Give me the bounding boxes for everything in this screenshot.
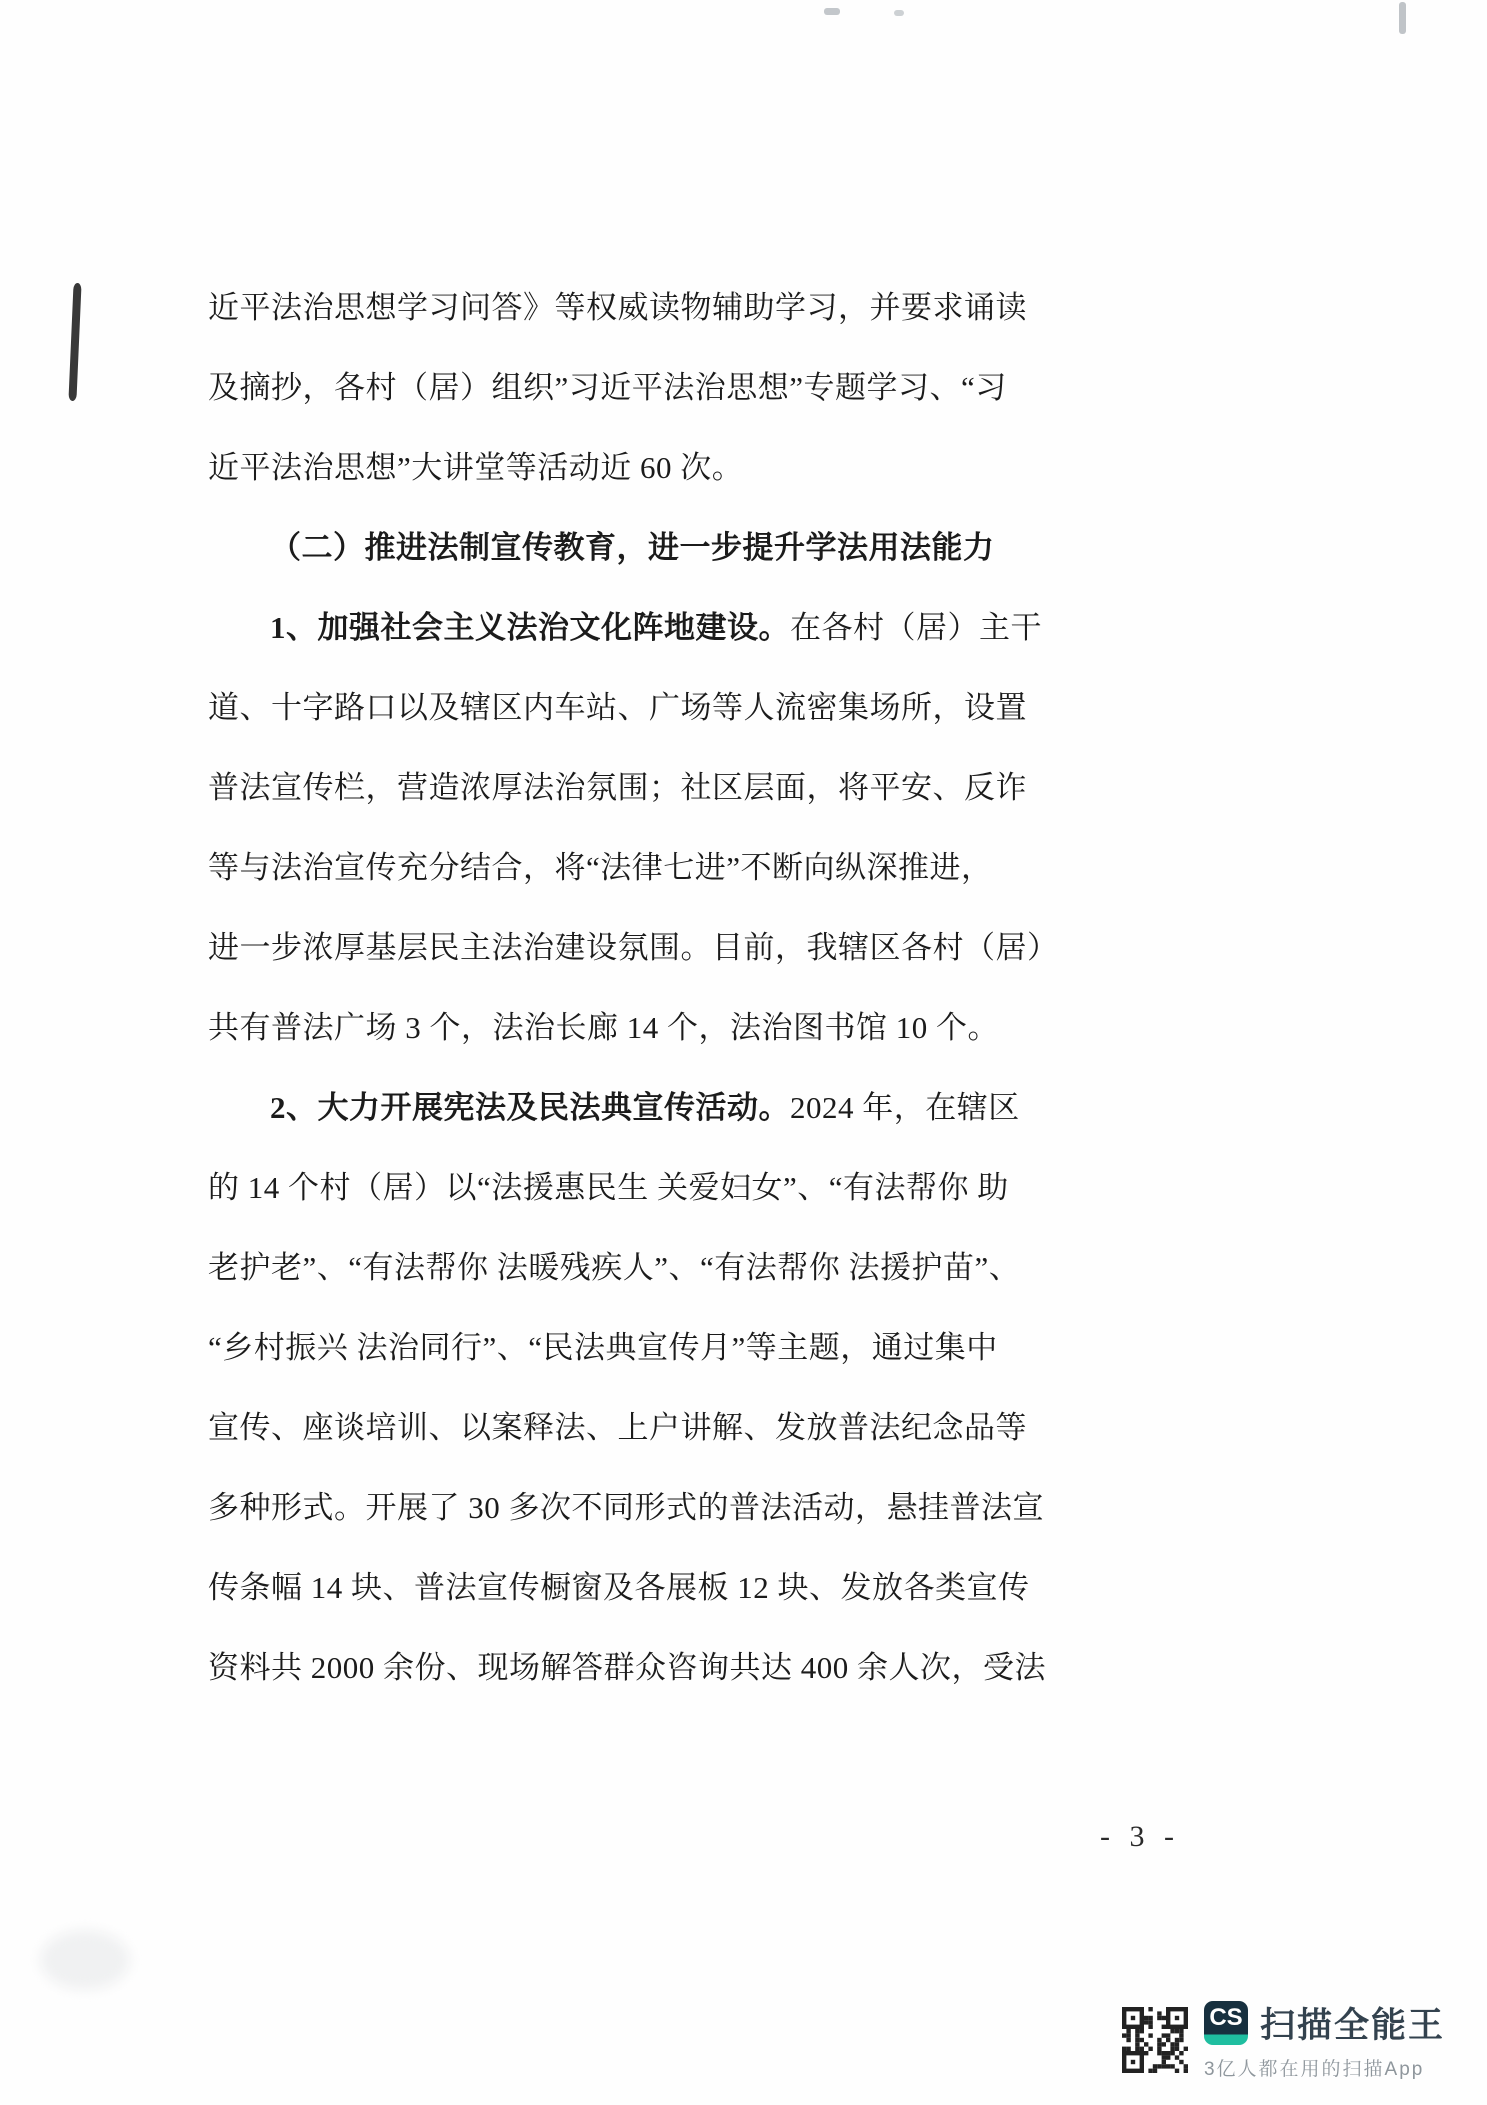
text-segment: 等与法治宣传充分结合，将“法律七进”不断向纵深推进， [208,850,993,885]
text-segment: 道、十字路口以及辖区内车站、广场等人流密集场所，设置 [208,690,1027,725]
scan-smudge [40,1930,130,1990]
text-segment: 宣传、座谈培训、以案释法、上户讲解、发放普法纪念品等 [208,1410,1027,1445]
text-segment: 进一步浓厚基层民主法治建设氛围。目前，我辖区各村（居） [208,930,1059,965]
text-segment: 2024 年，在辖区 [790,1090,1020,1125]
scan-speck [1399,2,1406,34]
camscanner-logo-icon [1204,2001,1248,2045]
text-line [208,988,999,1068]
text-segment: 共有普法广场 3 个，法治长廊 14 个，法治图书馆 10 个。 [208,1010,999,1045]
text-segment-emphasis: 2、大力开展宪法及民法典宣传活动。 [270,1090,790,1125]
text-line [208,1148,1009,1228]
scan-speck [824,8,840,15]
text-segment-emphasis: （二）推进法制宣传教育，进一步提升学法用法能力 [270,530,995,565]
text-segment: 老护老”、“有法帮你 法暖残疾人”、“有法帮你 法援护苗”、 [208,1250,1021,1285]
text-segment: 在各村（居）主干 [790,610,1042,645]
qr-code-icon [1122,2007,1188,2073]
camscanner-logo-letters: CS [1209,2004,1243,2031]
text-line [208,1628,1046,1708]
text-line [208,348,1007,428]
text-segment: 多种形式。开展了 30 多次不同形式的普法活动，悬挂普法宣 [208,1490,1044,1525]
text-line [208,428,964,508]
scan-edge-artifact [68,283,81,401]
text-segment: 资料共 2000 余份、现场解答群众咨询共达 400 余人次，受法 [208,1650,1046,1685]
text-segment-emphasis: 1、加强社会主义法治文化阵地建设。 [270,610,790,645]
text-line [208,268,1027,348]
app-tagline: 3亿人都在用的扫描App [1203,2059,1425,2080]
text-line [208,508,995,588]
scan-speck [894,10,904,16]
text-line [208,1308,998,1388]
text-line [208,1388,1027,1468]
text-line [208,828,993,908]
text-line [208,1548,1030,1628]
text-line [208,748,1027,828]
text-line [208,668,1027,748]
text-line [208,1068,1020,1148]
text-segment: 近平法治思想学习问答》等权威读物辅助学习，并要求诵读 [208,290,1027,325]
page-number: - 3 - [1100,1820,1180,1853]
text-segment: 的 14 个村（居）以“法援惠民生 关爱妇女”、“有法帮你 助 [208,1170,1009,1205]
text-segment: 普法宣传栏，营造浓厚法治氛围；社区层面，将平安、反诈 [208,770,1027,805]
text-segment: “乡村振兴 法治同行”、“民法典宣传月”等主题，通过集中 [208,1330,998,1365]
document-body [208,268,1059,1708]
text-line [208,1468,1044,1548]
watermark-brand-row [1204,1998,1445,2048]
text-line [208,1228,1021,1308]
text-line [208,588,1042,668]
text-segment: 传条幅 14 块、普法宣传橱窗及各展板 12 块、发放各类宣传 [208,1570,1030,1605]
app-name: 扫描全能王 [1259,2006,1445,2045]
text-segment: 及摘抄，各村（居）组织”习近平法治思想”专题学习、“习 [208,370,1007,405]
watermark-text-group [1204,1998,1445,2081]
text-segment: 近平法治思想”大讲堂等活动近 60 次。 [208,450,744,485]
text-line [208,908,1059,988]
camscanner-watermark [1122,1998,1445,2081]
